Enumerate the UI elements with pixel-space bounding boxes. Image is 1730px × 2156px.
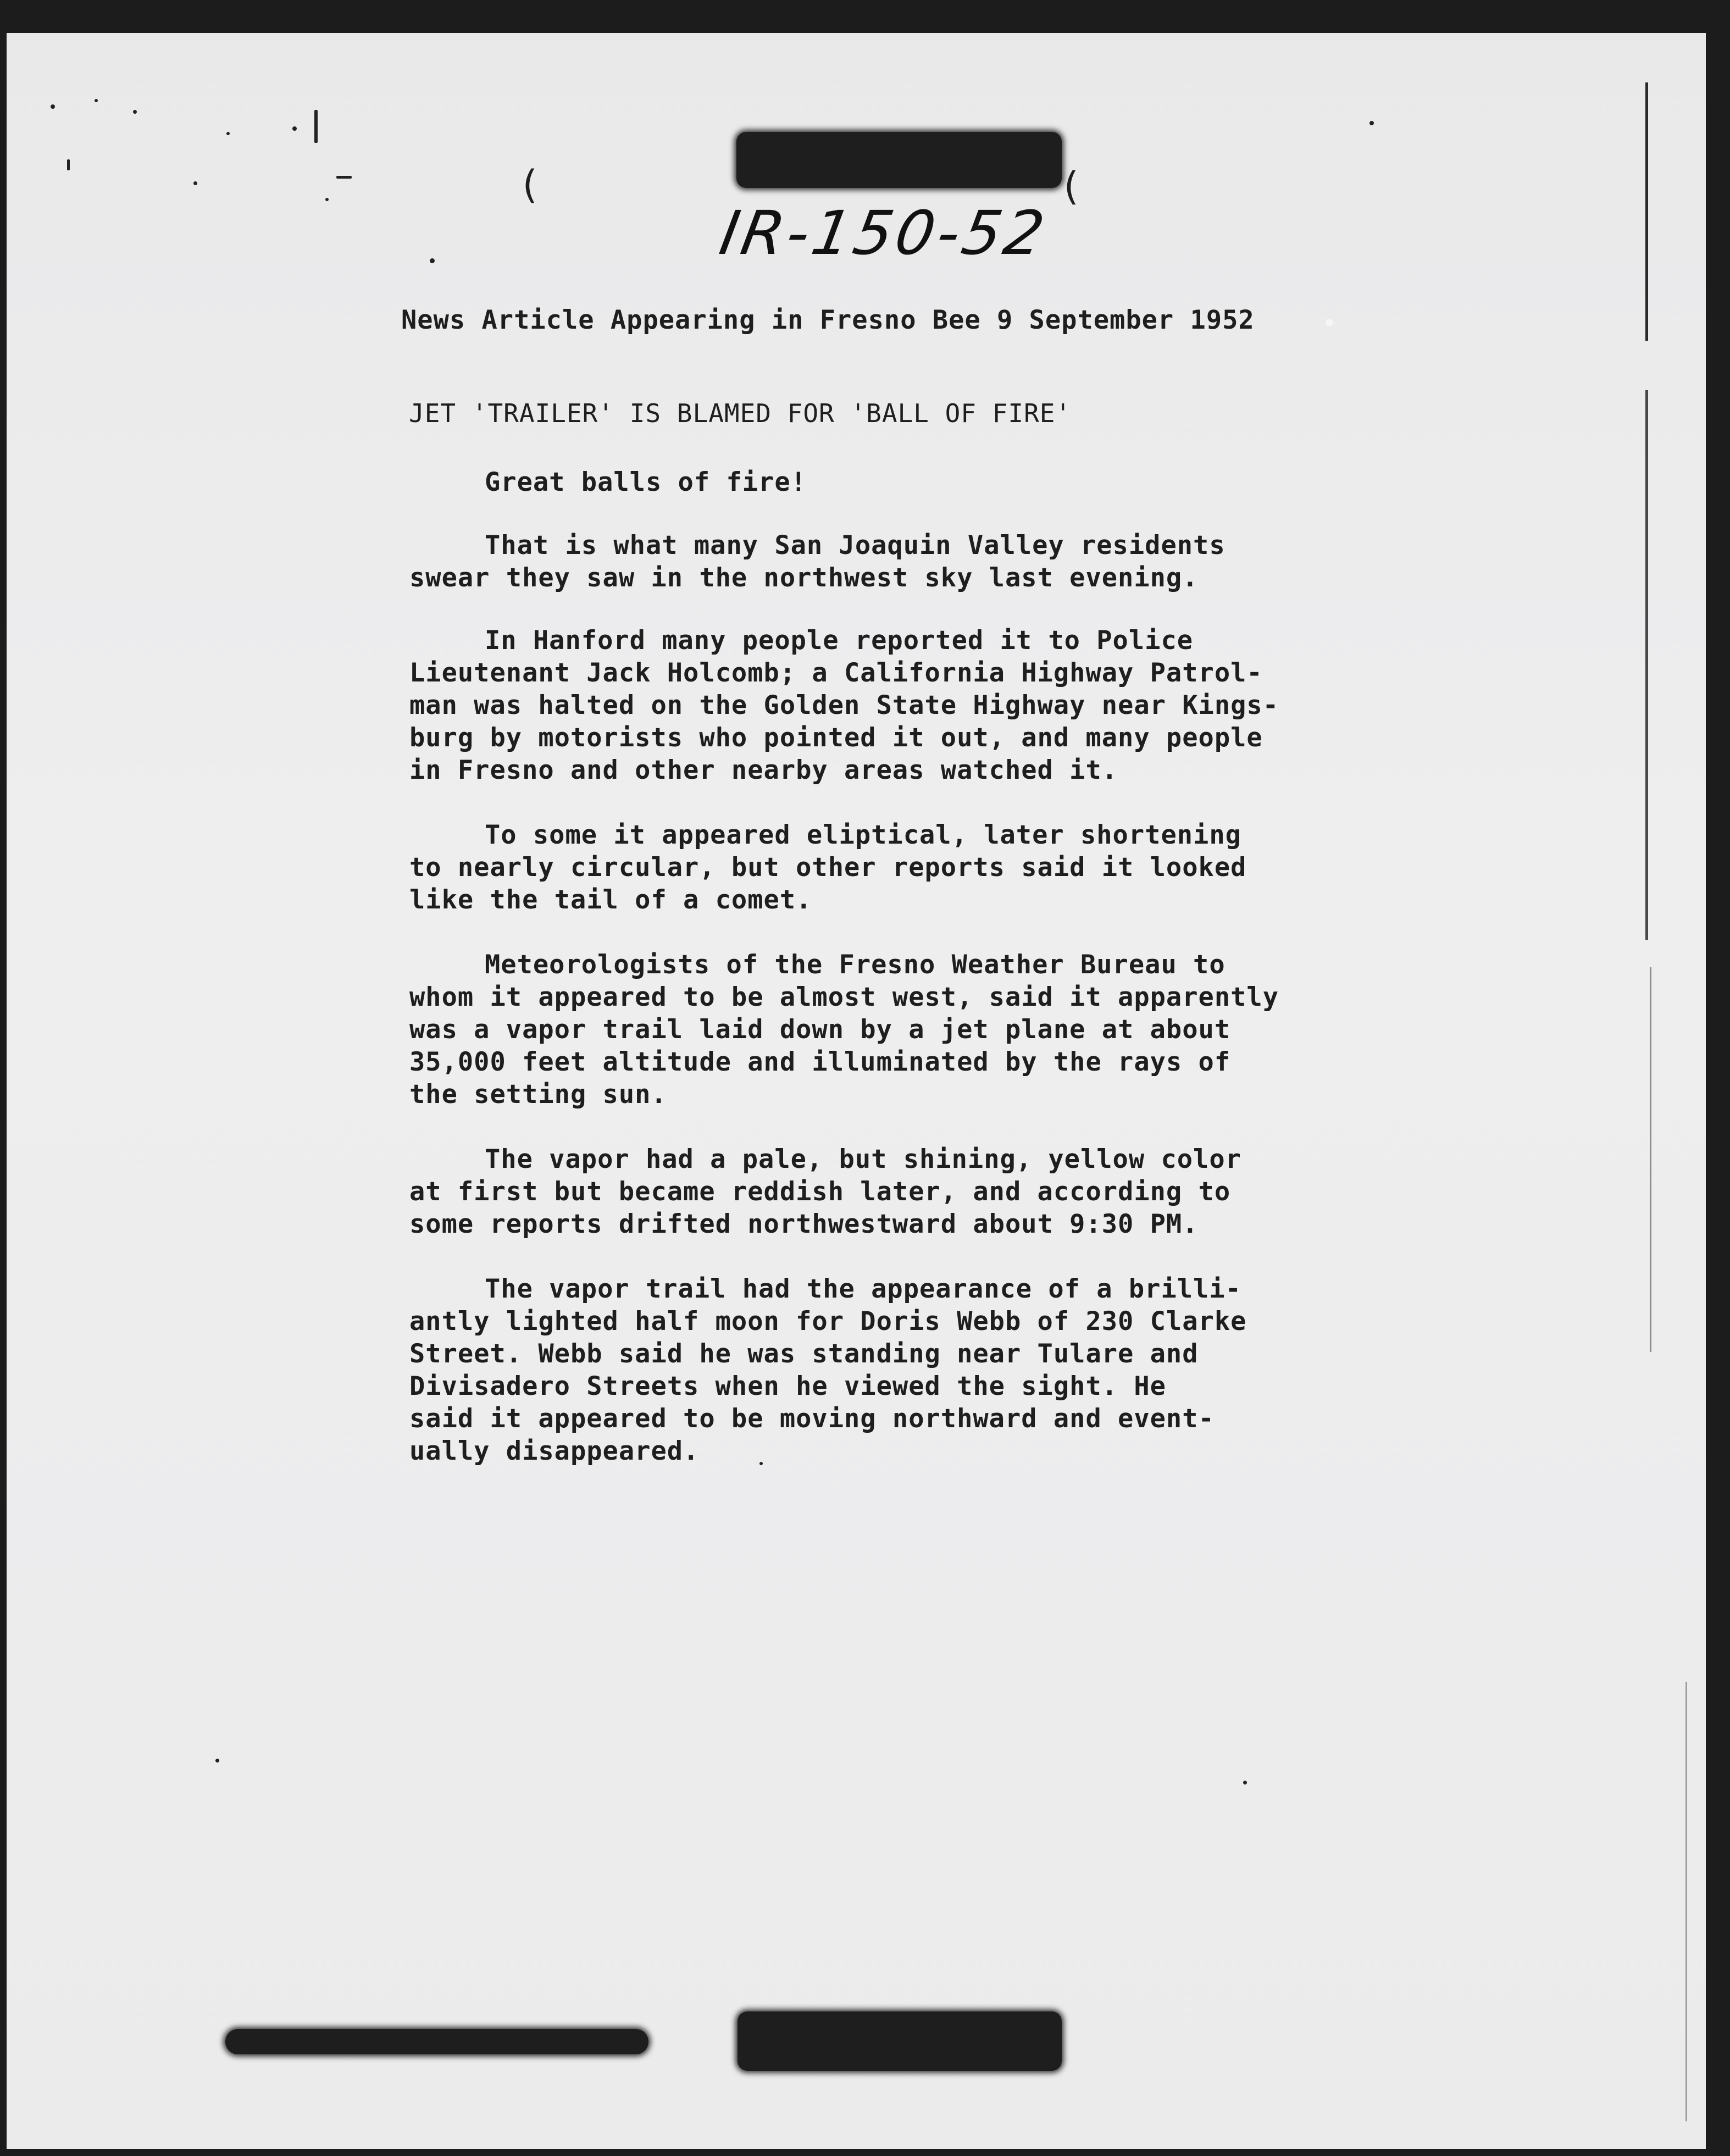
scan-edge-line [1645, 82, 1648, 341]
paragraph-line: The vapor had a pale, but shining, yellow color [485, 1144, 1241, 1174]
paragraph-line: Lieutenant Jack Holcomb; a California Highway Patrol- [409, 658, 1263, 688]
paragraph-line: like the tail of a comet. [409, 885, 812, 915]
scan-speck [67, 159, 70, 170]
redaction-block-bottom-left [225, 2029, 648, 2054]
paragraph-line: some reports drifted northwestward about 9:30 PM. [409, 1209, 1199, 1239]
scan-speck [1326, 319, 1333, 326]
paragraph-line: to nearly circular, but other reports said it looked [409, 852, 1247, 883]
paragraph-line: The vapor trail had the appearance of a brilli- [485, 1274, 1241, 1304]
paragraph-line: said it appeared to be moving northward and event- [409, 1404, 1215, 1434]
scan-speck [215, 1759, 219, 1763]
scan-speck [193, 181, 197, 185]
scan-speck [314, 110, 318, 143]
scan-speck [51, 104, 55, 109]
paragraph-line: ually disappeared. [409, 1436, 700, 1466]
document-heading: News Article Appearing in Fresno Bee 9 September 1952 [401, 305, 1255, 335]
paragraph-line: in Fresno and other nearby areas watched it. [409, 755, 1118, 785]
paragraph-line: the setting sun. [409, 1079, 667, 1110]
paragraph-line: Street. Webb said he was standing near Tulare and [409, 1339, 1199, 1369]
scan-edge-line [1650, 967, 1651, 1352]
redaction-block-bottom-right [738, 2011, 1062, 2071]
paragraph-line: Meteorologists of the Fresno Weather Bureau to [485, 950, 1226, 980]
paragraph-line: whom it appeared to be almost west, said it apparently [409, 982, 1279, 1012]
paragraph-line: To some it appeared eliptical, later shortening [485, 820, 1241, 850]
paragraph-line: Divisadero Streets when he viewed the sight. He [409, 1371, 1166, 1401]
scan-speck [292, 126, 297, 131]
bracket-mark-left: ( [518, 162, 542, 207]
scan-top-border [0, 0, 1730, 33]
paragraph-line: swear they saw in the northwest sky last evening. [409, 563, 1199, 593]
paragraph-line: burg by motorists who pointed it out, and many people [409, 723, 1263, 753]
paragraph-line: Great balls of fire! [485, 467, 807, 497]
scan-edge-line [1645, 390, 1648, 940]
paragraph-line: 35,000 feet altitude and illuminated by the rays of [409, 1047, 1231, 1077]
redaction-block-top [736, 132, 1062, 188]
scan-speck [759, 1462, 763, 1465]
handwritten-document-id: IR-150-52 [714, 198, 1053, 268]
scan-speck [325, 198, 329, 201]
scan-speck [1369, 121, 1374, 125]
paragraph-line: man was halted on the Golden State Highway near Kings- [409, 690, 1279, 720]
scan-edge-line [1685, 1682, 1687, 2121]
scan-speck [336, 176, 352, 179]
scan-speck [1243, 1781, 1247, 1784]
scan-speck [226, 132, 230, 135]
paragraph-line: In Hanford many people reported it to Police [485, 625, 1194, 656]
scan-speck [430, 258, 435, 263]
document-page [7, 33, 1706, 2149]
scan-speck [95, 99, 98, 102]
paragraph-line: at first but became reddish later, and according to [409, 1177, 1231, 1207]
bracket-mark-right: ( [1059, 164, 1083, 209]
paragraph-line: antly lighted half moon for Doris Webb of 230 Clarke [409, 1306, 1247, 1337]
article-headline: JET 'TRAILER' IS BLAMED FOR 'BALL OF FIRE' [409, 398, 1072, 428]
paragraph-line: was a vapor trail laid down by a jet plane at about [409, 1015, 1231, 1045]
scan-speck [133, 110, 137, 114]
paragraph-line: That is what many San Joaquin Valley residents [485, 530, 1226, 561]
